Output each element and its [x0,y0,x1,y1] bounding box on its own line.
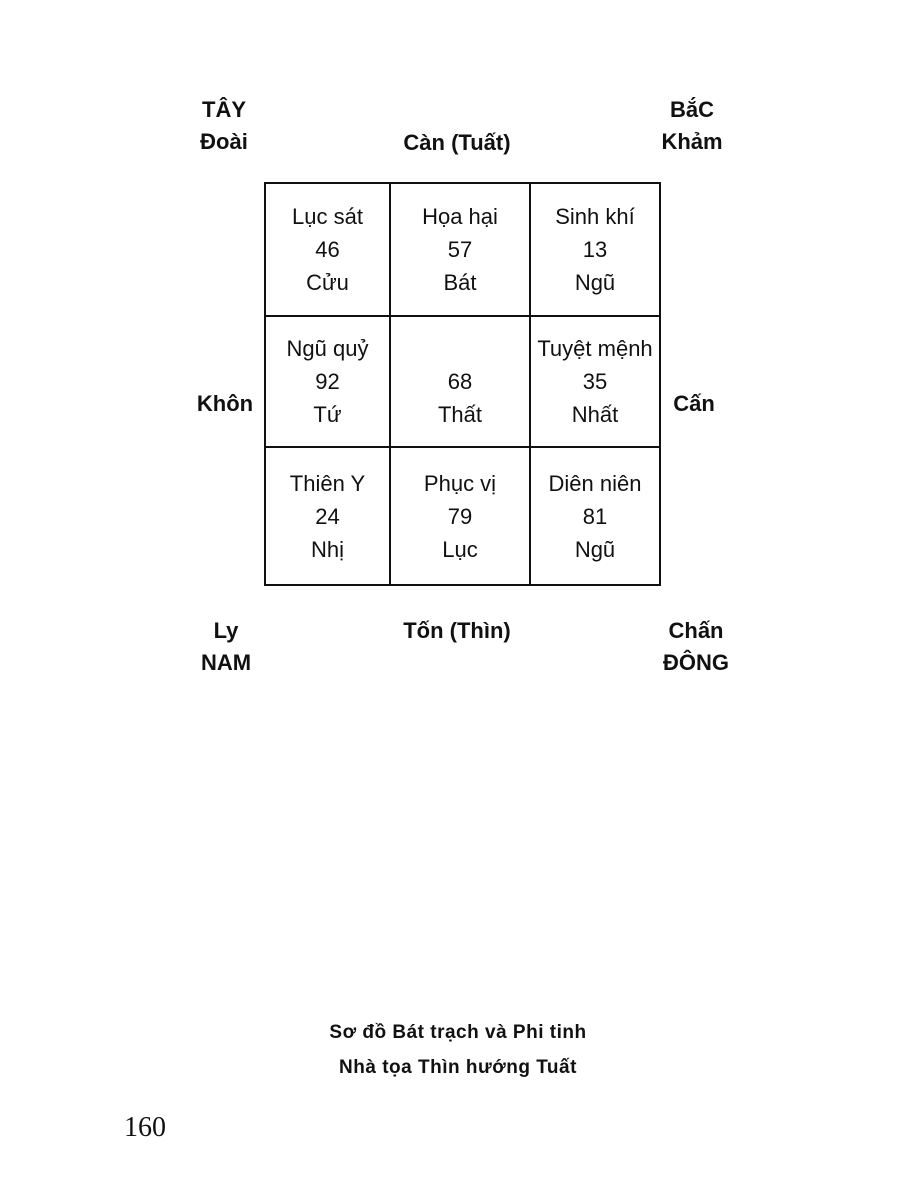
direction-top-right [656,94,728,158]
cell-number: 68 [447,369,473,394]
cell-number: 79 [447,503,473,529]
cell-star: Ngũ [574,536,616,562]
cell-name: Lục sát [292,204,363,229]
cell-star: Cửu [306,270,349,295]
direction-bottom-center: Tốn (Thìn) [403,618,511,643]
grid-cell-east [531,317,659,446]
cell-name: Ngũ quỷ [286,336,369,361]
direction-top-center: Càn (Tuất) [403,130,511,155]
cell-number: 24 [315,503,340,529]
direction-left: Khôn [196,391,254,416]
cell-number: 46 [315,237,340,262]
cell-star: Ngũ [574,270,616,295]
cell-number: 81 [582,503,608,529]
grid-cell-south [391,448,529,584]
direction-top-left [196,94,252,158]
grid-cell-northeast [531,184,659,315]
cell-name: Tuyệt mệnh [537,336,653,361]
grid-cell-southeast [531,448,659,584]
bat-trach-grid [264,182,661,586]
grid-cell-west [266,317,389,446]
cell-star: Nhị [310,536,344,562]
direction-bottom-right-line1: Chấn [668,618,724,643]
cell-name: Họa hại [422,204,498,229]
cell-star: Bát [443,270,477,295]
direction-bottom-left [196,615,256,679]
cell-star: Nhất [571,402,619,427]
direction-top-right-line1: BắC [669,97,714,122]
cell-number: 13 [582,237,608,262]
grid-cell-north [391,184,529,315]
figure-caption-line2: Nhà tọa Thìn hướng Tuất [339,1057,577,1078]
direction-top-left-line1: TÂY [202,97,246,122]
direction-bottom-left-line1: Ly [213,618,239,643]
cell-name: Phục vị [423,470,497,496]
direction-top-left-line2: Đoài [200,129,248,154]
cell-star: Lục [442,536,478,562]
cell-number: 35 [582,369,608,394]
cell-number: 57 [447,237,473,262]
direction-bottom-right [656,615,736,679]
direction-bottom-right-line2: ĐÔNG [663,650,729,675]
cell-star: Tứ [313,402,342,427]
direction-top-right-line2: Khảm [661,129,723,154]
figure-caption-line1: Sơ đồ Bát trạch và Phi tinh [329,1022,587,1043]
grid-cell-southwest [266,448,389,584]
cell-name: Thiên Y [289,470,366,496]
cell-star: Thất [437,402,483,427]
page-number: 160 [124,1112,166,1143]
cell-number: 92 [315,369,340,394]
direction-bottom-left-line2: NAM [200,650,252,675]
cell-name: Sinh khí [555,204,635,229]
grid-cell-northwest [266,184,389,315]
grid-cell-center [391,317,529,446]
cell-name: Diên niên [548,470,642,496]
direction-right: Cấn [673,391,715,416]
